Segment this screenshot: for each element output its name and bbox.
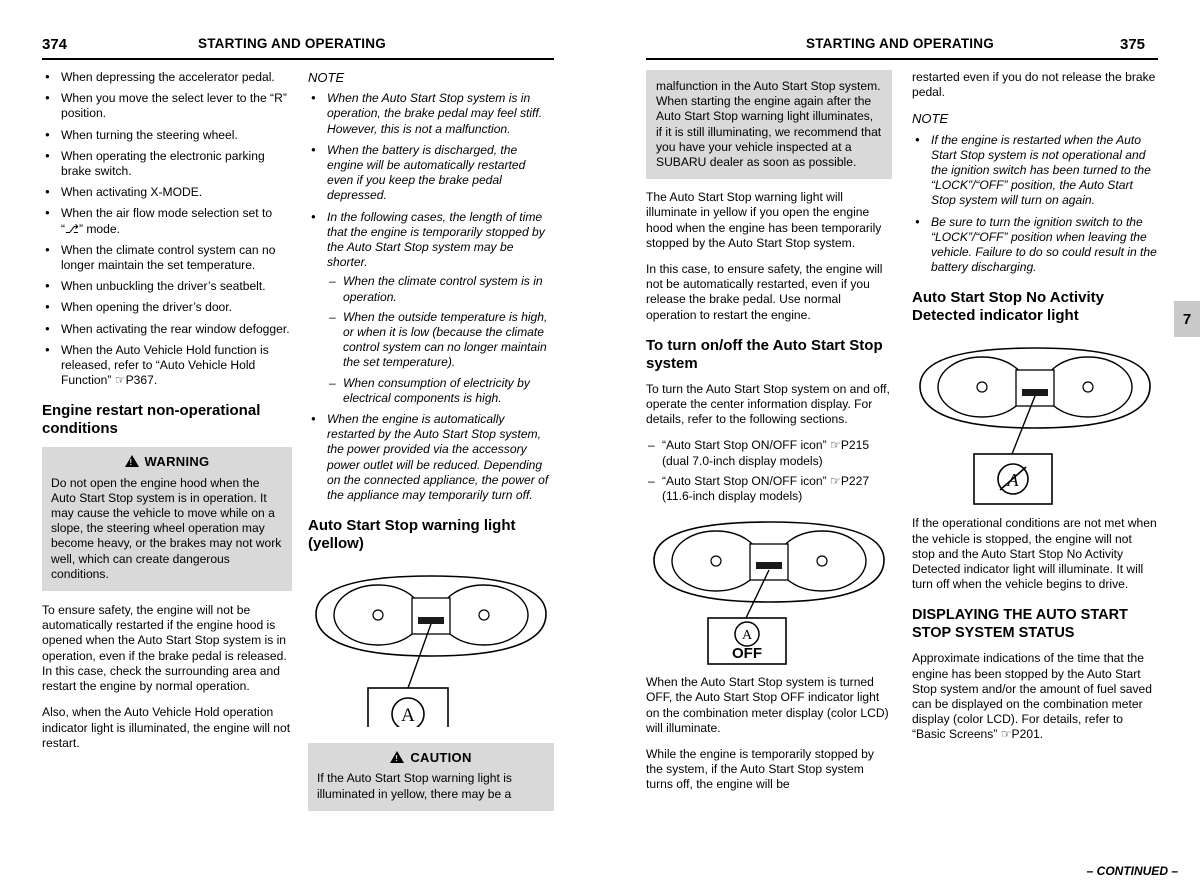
cluster-diagram	[308, 562, 554, 727]
list-item: ● When the engine is automatically restarted by the Auto Start Stop system, the power provided via the accessory power outlet will be reduced. Depending on the connected appliance, the power of the appliance may temporarily turn off.	[308, 412, 554, 503]
heading-displaying-system-status: DISPLAYING THE AUTO START STOP SYSTEM STATUS	[912, 607, 1128, 641]
list-item: – When consumption of electricity by electrical components is high.	[327, 376, 554, 406]
heading-engine-restart-non-operational: Engine restart non-operational conditions	[42, 402, 261, 438]
caution-box-text: If the Auto Start Stop warning light is illuminated in yellow, there may be a	[317, 771, 512, 801]
list-item: ● If the engine is restarted when the Auto Start Stop system is not operational and the ignition switch has been turned to the “LOCK”/“OFF” position, the Auto Start Stop system will turn on again.	[912, 133, 1158, 209]
right-head-rule	[646, 58, 1158, 60]
list-item: ● When the battery is discharged, the engine will be automatically restarted even if you keep the brake pedal depressed.	[308, 143, 554, 204]
indicator-letter-a: A	[741, 628, 753, 644]
left-head-rule	[42, 58, 554, 60]
right-col1-para-2: In this case, to ensure safety, the engine will not be automatically restarted, even if you release the brake pedal. Use normal operation to restart the engine.	[646, 262, 883, 322]
right-col2-para-2: If the operational conditions are not met when the vehicle is stopped, the engine will not stop and the Auto Start Stop No Activity Detected indicator light will illuminate. It will turn off when the vehicle begins to drive.	[912, 516, 1157, 592]
list-item: ● Be sure to turn the ignition switch to the “LOCK”/“OFF” position when leaving the vehicle. Failure to do so could result in the battery discharging.	[912, 215, 1158, 276]
caution-triangle-icon	[390, 751, 404, 763]
right-page	[600, 0, 1200, 896]
continued-footer: – CONTINUED –	[1086, 864, 1178, 878]
note-label: NOTE	[912, 111, 949, 127]
heading-no-activity-detected: Auto Start Stop No Activity Detected indicator light	[912, 289, 1104, 325]
note-bullet-list	[308, 91, 554, 503]
combination-meter-illustration-no-activity	[912, 334, 1158, 506]
list-item	[308, 210, 554, 406]
list-item: ● When opening the driver’s door.	[42, 300, 292, 315]
cluster-diagram-off	[646, 510, 892, 665]
list-item: – “Auto Start Stop ON/OFF icon” ☞P227 (11.6-inch display models)	[646, 474, 892, 504]
non-operational-bullet-list	[42, 70, 292, 388]
list-item: ● When the climate control system can no longer maintain the set temperature.	[42, 243, 292, 273]
left-column-1	[42, 70, 292, 762]
list-item: ● When depressing the accelerator pedal.	[42, 70, 292, 85]
right-running-head: STARTING AND OPERATING	[806, 36, 994, 51]
warning-box-title: !WARNING	[51, 454, 283, 469]
caution-continuation-box	[646, 70, 892, 179]
caution-continuation-text: malfunction in the Auto Start Stop system. When starting the engine again after the Auto Start Stop warning light illuminates, if it is still illuminating, we recommend that you have your vehicle inspected at a SUBARU dealer as soon as possible.	[656, 79, 882, 170]
chapter-tab: 7	[1174, 301, 1200, 337]
indicator-label-off: OFF	[732, 645, 762, 663]
left-running-head: STARTING AND OPERATING	[198, 36, 386, 51]
list-item: – When the outside temperature is high, or when it is low (because the climate control system can no longer maintain the set temperature).	[327, 310, 554, 371]
left-page-folio: 374	[42, 36, 68, 53]
right-col2-para-1: restarted even if you do not release the brake pedal.	[912, 70, 1156, 100]
right-column-1	[646, 70, 892, 804]
list-item: ● When activating the rear window defogger.	[42, 322, 292, 337]
caution-box	[308, 743, 554, 811]
warning-box	[42, 447, 292, 591]
combination-meter-illustration-off	[646, 510, 892, 665]
caution-box-title: !CAUTION	[317, 750, 545, 765]
indicator-letter-a: A	[1007, 470, 1019, 491]
right-col1-para-4: When the Auto Start Stop system is turned OFF, the Auto Start Stop OFF indicator light on the combination meter display (color LCD) will illuminate.	[646, 675, 889, 735]
list-item: ● When unbuckling the driver’s seatbelt.	[42, 279, 292, 294]
list-item: ● When the Auto Vehicle Hold function is released, refer to “Auto Vehicle Hold Function” ☞P367.	[42, 343, 292, 389]
left-column-2	[308, 70, 554, 823]
display-reference-list	[646, 438, 892, 504]
right-col1-para-3: To turn the Auto Start Stop system on and off, operate the center information display. For details, refer to the following sections.	[646, 381, 890, 427]
note-bullet-list-right	[912, 133, 1158, 276]
right-col2-para-3: Approximate indications of the time that the engine has been stopped by the Auto Start Stop system and/or the amount of fuel saved can be displayed on the combination meter display (color LCD). For details, refer to “Basic Screens” ☞P201.	[912, 651, 1152, 742]
right-col1-para-1: The Auto Start Stop warning light will illuminate in yellow if you open the engine hood when the engine has been temporarily stopped by the Auto Start Stop system.	[646, 190, 882, 250]
warning-triangle-icon	[125, 455, 139, 467]
list-item: – When the climate control system is in operation.	[327, 274, 554, 304]
list-item: ● When the air flow mode selection set to “⎇” mode.	[42, 206, 292, 236]
right-column-2	[912, 70, 1158, 754]
right-page-folio: 375	[1120, 36, 1146, 53]
list-item-text: In the following cases, the length of time that the engine is temporarily stopped by the Auto Start Stop system may be shorter.	[327, 209, 545, 270]
list-item: ● When operating the electronic parking brake switch.	[42, 149, 292, 179]
list-item: – “Auto Start Stop ON/OFF icon” ☞P215 (dual 7.0-inch display models)	[646, 438, 892, 468]
warning-box-text: Do not open the engine hood when the Auto Start Stop system is in operation. It may cause the vehicle to move while on a slope, the steering wheel operation may become heavy, or the brakes may not work well, which can create dangerous conditions.	[51, 475, 282, 581]
note-label: NOTE	[308, 70, 345, 85]
indicator-letter-a: A	[401, 705, 415, 727]
left-col1-para-2: Also, when the Auto Vehicle Hold operation indicator light is illuminated, the engine will not restart.	[42, 705, 291, 750]
list-item: ● When turning the steering wheel.	[42, 128, 292, 143]
heading-turn-on-off-system: To turn on/off the Auto Start Stop system	[646, 336, 883, 372]
cluster-diagram-no-activity	[912, 334, 1158, 506]
list-item: ● When activating X-MODE.	[42, 185, 292, 200]
combination-meter-illustration-left	[308, 562, 554, 727]
right-col1-para-5: While the engine is temporarily stopped by the system, if the Auto Start Stop system turns off, the engine will be	[646, 747, 874, 792]
list-item: ● When the Auto Start Stop system is in operation, the brake pedal may feel stiff. However, this is not a malfunction.	[308, 91, 554, 137]
heading-auto-start-stop-warning-light: Auto Start Stop warning light (yellow)	[308, 517, 516, 553]
list-item: ● When you move the select lever to the “R” position.	[42, 91, 292, 121]
note-sub-list	[327, 274, 554, 406]
left-col1-para-1: To ensure safety, the engine will not be automatically restarted if the engine hood is opened when the Auto Start Stop system is in operation, even if the brake pedal is released. In this case, check the surrounding area and restart the engine by normal operation.	[42, 603, 287, 694]
